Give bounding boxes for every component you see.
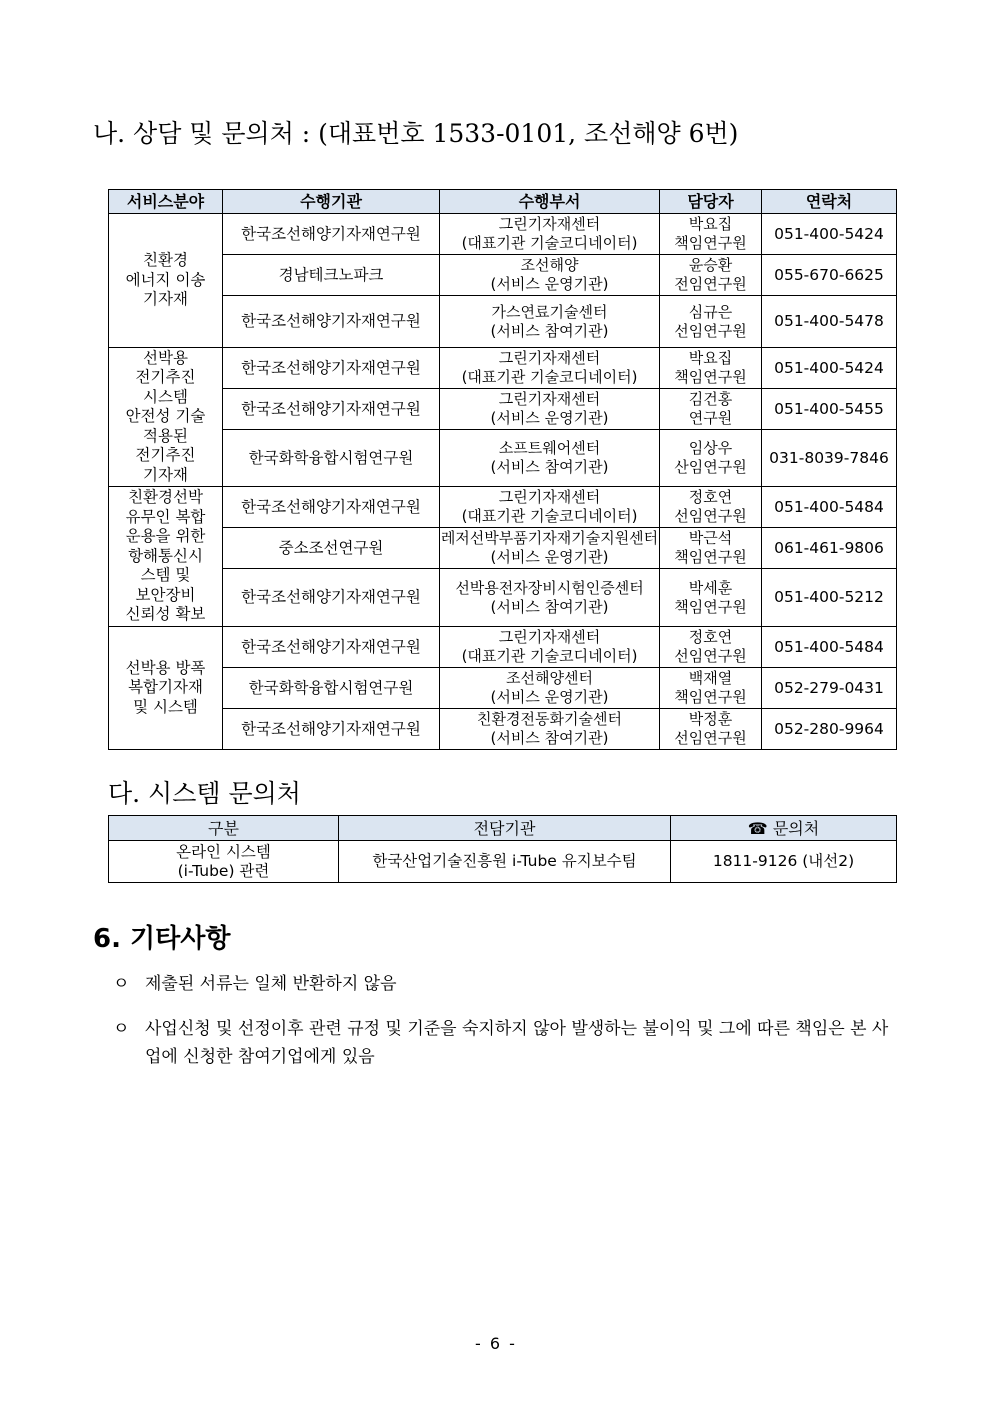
agency-cell: 한국조선해양기자재연구원 xyxy=(223,389,440,430)
department-role: (서비스 참여기관) xyxy=(490,458,609,476)
department-cell xyxy=(440,569,660,627)
person-title: 선임연구원 xyxy=(674,507,747,525)
agency-cell: 한국조선해양기자재연구원 xyxy=(223,709,440,750)
person-cell xyxy=(660,214,762,255)
department-role: (서비스 참여기관) xyxy=(490,729,609,747)
phone-cell: 055-670-6625 xyxy=(762,255,897,296)
table-row xyxy=(109,389,897,430)
agency-cell: 중소조선연구원 xyxy=(223,528,440,569)
department-cell xyxy=(440,296,660,348)
department-name: 레저선박부품기자재기술지원센터 xyxy=(440,529,659,547)
department-role: (대표기관 기술코디네이터) xyxy=(461,507,638,525)
department-cell xyxy=(440,389,660,430)
table-row xyxy=(109,841,897,883)
agency-cell: 한국화학융합시험연구원 xyxy=(223,430,440,487)
agency-cell: 한국조선해양기자재연구원 xyxy=(223,569,440,627)
person-title: 책임연구원 xyxy=(674,234,747,252)
person-name: 박근석 xyxy=(688,529,733,547)
misc-list xyxy=(113,970,897,1088)
section-title-system: 다. 시스템 문의처 xyxy=(108,779,301,808)
person-cell xyxy=(660,255,762,296)
system-category-line1: 온라인 시스템 xyxy=(176,842,271,861)
person-title: 산임연구원 xyxy=(674,458,747,476)
person-name: 박요집 xyxy=(688,215,733,233)
agency-cell: 한국조선해양기자재연구원 xyxy=(223,348,440,389)
department-name: 선박용전자장비시험인증센터 xyxy=(455,578,644,597)
person-name: 박정훈 xyxy=(688,710,733,728)
list-item xyxy=(113,970,897,998)
department-cell xyxy=(440,255,660,296)
person-name: 정호연 xyxy=(688,628,733,646)
person-title: 선임연구원 xyxy=(674,729,747,747)
table-row xyxy=(109,627,897,668)
table-row xyxy=(109,487,897,528)
department-role: (서비스 운영기관) xyxy=(490,548,609,566)
person-cell xyxy=(660,709,762,750)
person-name: 박세훈 xyxy=(688,578,733,597)
phone-cell: 052-279-0431 xyxy=(762,668,897,709)
bullet-text: 제출된 서류는 일체 반환하지 않음 xyxy=(145,974,397,994)
department-role: (대표기관 기술코디네이터) xyxy=(461,368,638,386)
phone-cell: 051-400-5212 xyxy=(762,569,897,627)
system-category xyxy=(109,841,339,883)
department-role: (서비스 운영기관) xyxy=(490,409,609,427)
person-name: 김건홍 xyxy=(688,390,733,408)
contact-table xyxy=(108,189,897,750)
person-title: 전임연구원 xyxy=(674,275,747,293)
phone-cell: 051-400-5478 xyxy=(762,296,897,348)
bullet-text: 사업신청 및 선정이후 관련 규정 및 기준을 숙지하지 않아 발생하는 불이익 및 그에 따른 책임은 본 사업에 신청한 참여기업에게 있음 xyxy=(145,1019,889,1067)
table-row xyxy=(109,528,897,569)
department-role: (서비스 참여기관) xyxy=(490,321,609,340)
person-cell xyxy=(660,569,762,627)
phone-cell: 051-400-5455 xyxy=(762,389,897,430)
department-name: 가스연료기술센터 xyxy=(491,302,608,321)
person-cell xyxy=(660,627,762,668)
person-name: 임상우 xyxy=(688,439,733,457)
department-cell xyxy=(440,627,660,668)
agency-cell: 한국조선해양기자재연구원 xyxy=(223,487,440,528)
agency-cell: 한국조선해양기자재연구원 xyxy=(223,627,440,668)
person-title: 책임연구원 xyxy=(674,688,747,706)
department-name: 소프트웨어센터 xyxy=(498,439,601,457)
phone-cell: 031-8039-7846 xyxy=(762,430,897,487)
department-cell xyxy=(440,214,660,255)
person-cell xyxy=(660,668,762,709)
department-cell xyxy=(440,668,660,709)
department-cell xyxy=(440,430,660,487)
header-agency: 수행기관 xyxy=(223,190,440,214)
list-item xyxy=(113,1015,897,1071)
header-category: 구분 xyxy=(109,816,339,841)
table-header-row xyxy=(109,190,897,214)
person-title: 책임연구원 xyxy=(674,368,747,386)
table-row xyxy=(109,255,897,296)
department-role: (서비스 운영기관) xyxy=(490,688,609,706)
department-role: (서비스 운영기관) xyxy=(490,275,609,293)
person-name: 백재열 xyxy=(688,669,733,687)
department-role: (대표기관 기술코디네이터) xyxy=(461,234,638,252)
system-table xyxy=(108,815,897,883)
page-number: - 6 - xyxy=(475,1334,517,1353)
department-cell xyxy=(440,348,660,389)
table-row xyxy=(109,430,897,487)
phone-cell: 051-400-5484 xyxy=(762,627,897,668)
person-cell xyxy=(660,296,762,348)
department-name: 조선해양센터 xyxy=(506,669,593,687)
table-row xyxy=(109,296,897,348)
department-name: 친환경전동화기술센터 xyxy=(477,710,622,728)
department-name: 그린기자재센터 xyxy=(498,349,601,367)
person-cell xyxy=(660,389,762,430)
person-cell xyxy=(660,487,762,528)
person-title: 선임연구원 xyxy=(674,647,747,665)
agency-cell: 경남테크노파크 xyxy=(223,255,440,296)
service-field-cell: 선박용 전기추진 시스템 안전성 기술 적용된 전기추진 기자재 xyxy=(109,348,223,487)
person-name: 정호연 xyxy=(688,488,733,506)
person-cell xyxy=(660,430,762,487)
system-org: 한국산업기술진흥원 i-Tube 유지보수팀 xyxy=(339,841,671,883)
person-title: 선임연구원 xyxy=(674,321,747,340)
person-name: 심규은 xyxy=(688,302,733,321)
system-phone: 1811-9126 (내선2) xyxy=(671,841,897,883)
person-title: 책임연구원 xyxy=(674,597,747,616)
table-row xyxy=(109,214,897,255)
agency-cell: 한국조선해양기자재연구원 xyxy=(223,296,440,348)
service-field-cell: 선박용 방폭 복합기자재 및 시스템 xyxy=(109,627,223,750)
person-cell xyxy=(660,348,762,389)
header-service-field: 서비스분야 xyxy=(109,190,223,214)
service-field-cell: 친환경선박 유무인 복합 운용을 위한 항해통신시 스템 및 보안장비 신뢰성 확보 xyxy=(109,487,223,627)
person-title: 연구원 xyxy=(688,409,733,427)
phone-cell: 051-400-5424 xyxy=(762,348,897,389)
department-name: 그린기자재센터 xyxy=(498,390,601,408)
phone-cell: 061-461-9806 xyxy=(762,528,897,569)
bullet-mark: ㅇ xyxy=(113,1019,130,1039)
table-row xyxy=(109,348,897,389)
table-row xyxy=(109,709,897,750)
department-name: 그린기자재센터 xyxy=(498,628,601,646)
header-dedicated-agency: 전담기관 xyxy=(339,816,671,841)
phone-cell: 052-280-9964 xyxy=(762,709,897,750)
section-title-misc: 6. 기타사항 xyxy=(93,924,231,954)
person-title: 책임연구원 xyxy=(674,548,747,566)
service-field-cell: 친환경 에너지 이송 기자재 xyxy=(109,214,223,348)
department-cell xyxy=(440,487,660,528)
person-name: 윤승환 xyxy=(688,256,733,274)
department-cell xyxy=(440,528,660,569)
bullet-mark: ㅇ xyxy=(113,974,130,994)
department-name: 그린기자재센터 xyxy=(498,215,601,233)
department-role: (서비스 참여기관) xyxy=(490,597,609,616)
agency-cell: 한국화학융합시험연구원 xyxy=(223,668,440,709)
header-inquiry: ☎ 문의처 xyxy=(671,816,897,841)
table-row xyxy=(109,569,897,627)
header-person: 담당자 xyxy=(660,190,762,214)
table-row xyxy=(109,668,897,709)
system-category-line2: (i-Tube) 관련 xyxy=(177,861,270,880)
person-name: 박요집 xyxy=(688,349,733,367)
agency-cell: 한국조선해양기자재연구원 xyxy=(223,214,440,255)
header-contact: 연락처 xyxy=(762,190,897,214)
department-name: 그린기자재센터 xyxy=(498,488,601,506)
department-name: 조선해양 xyxy=(520,256,579,274)
section-title-consult: 나. 상담 및 문의처 : (대표번호 1533-0101, 조선해양 6번) xyxy=(93,119,739,148)
phone-cell: 051-400-5484 xyxy=(762,487,897,528)
contact-table-body xyxy=(109,214,897,750)
department-cell xyxy=(440,709,660,750)
department-role: (대표기관 기술코디네이터) xyxy=(461,647,638,665)
phone-cell: 051-400-5424 xyxy=(762,214,897,255)
person-cell xyxy=(660,528,762,569)
header-department: 수행부서 xyxy=(440,190,660,214)
table-header-row xyxy=(109,816,897,841)
